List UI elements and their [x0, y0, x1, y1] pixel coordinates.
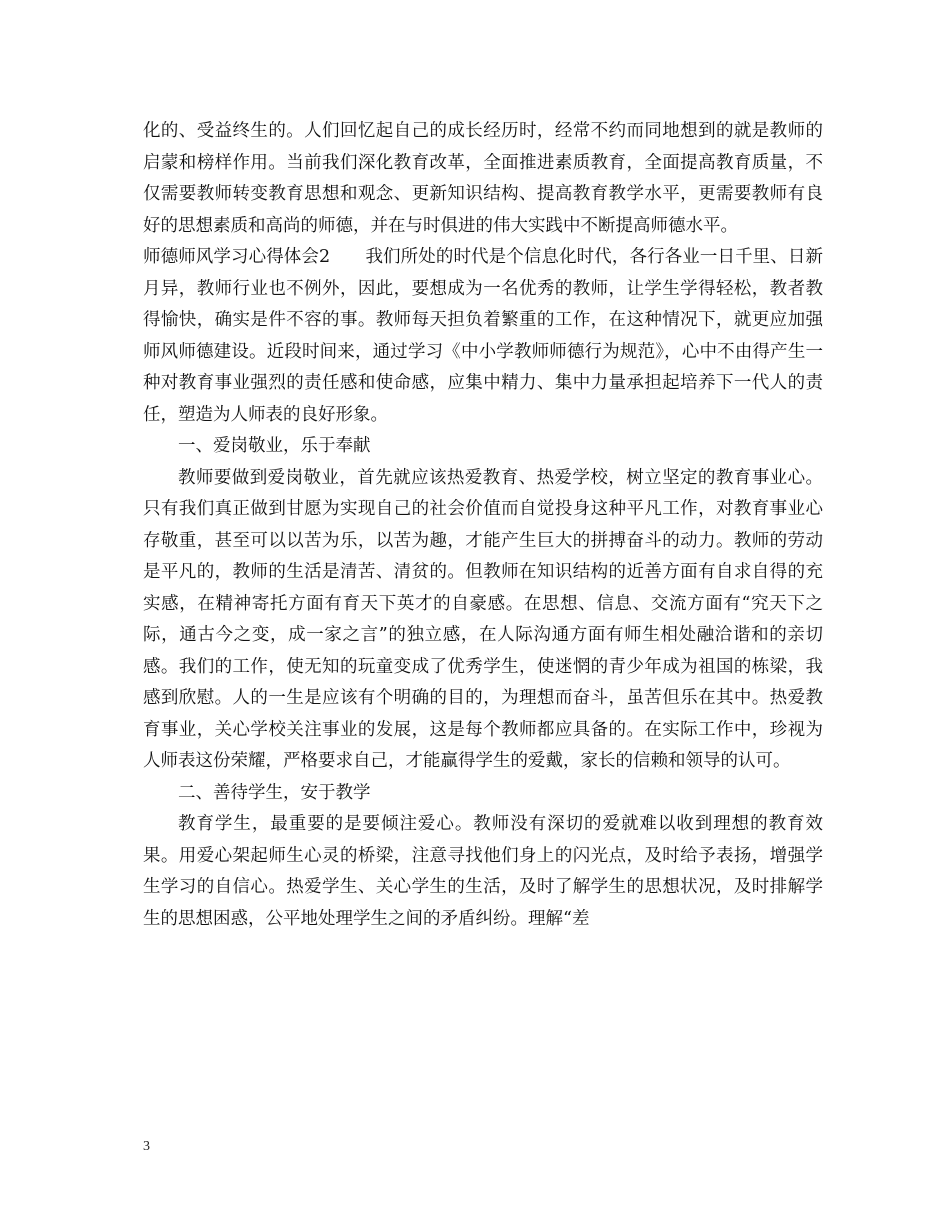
paragraph-continuation: 化的、受益终生的。人们回忆起自己的成长经历时，经常不约而同地想到的就是教师的启蒙和榜样作用。当前我们深化教育改革，全面推进素质教育，全面提高教育质量，不仅需要教师转变教育思想和观念、更新知识结构、提高教育教学水平，更需要教师有良好的思想素质和高尚的师德，并在与时俱进的伟大实践中不断提高师德水平。: [143, 121, 823, 236]
document-body: [143, 116, 823, 935]
paragraph-essay-intro: 师德师风学习心得体会2 我们所处的时代是个信息化时代，各行各业一日千里、日新月异，教师行业也不例外，因此，要想成为一名优秀的教师，让学生学得轻松，教者教得愉快，确实是件不容的事。教师每天担负着繁重的工作，在这种情况下，就更应加强师风师德建设。近段时间来，通过学习《中小学教师师德行为规范》，心中不由得产生一种对教育事业强烈的责任感和使命感，应集中精力、集中力量承担起培养下一代人的责任，塑造为人师表的良好形象。: [143, 247, 823, 425]
section-heading-2: 二、善待学生，安于教学: [178, 782, 371, 803]
section-heading-1: 一、爱岗敬业，乐于奉献: [178, 436, 371, 456]
paragraph-section-1: 教师要做到爱岗敬业，首先就应该热爱教育、热爱学校，树立坚定的教育事业心。只有我们真正做到甘愿为实现自己的社会价值而自觉投身这种平凡工作，对教育事业心存敬重，甚至可以以苦为乐，以苦为趣，才能产生巨大的拼搏奋斗的动力。教师的劳动是平凡的，教师的生活是清苦、清贫的。但教师在知识结构的近善方面有自求自得的充实感，在精神寄托方面有育天下英才的自豪感。在思想、信息、交流方面有“究天下之际，通古今之变，成一家之言”的独立感，在人际沟通方面有师生相处融洽谐和的亲切感。我们的工作，使无知的玩童变成了优秀学生，使迷惘的青少年成为祖国的栋梁，我感到欣慰。人的一生是应该有个明确的目的，为理想而奋斗，虽苦但乐在其中。热爱教育事业，关心学校关注事业的发展，这是每个教师都应具备的。在实际工作中，珍视为人师表这份荣耀，严格要求自己，才能赢得学生的爱戴，家长的信赖和领导的认可。: [143, 467, 823, 771]
page-number: 3: [143, 1139, 150, 1154]
paragraph-section-2: 教育学生，最重要的是要倾注爱心。教师没有深切的爱就难以收到理想的教育效果。用爱心架起师生心灵的桥梁，注意寻找他们身上的闪光点，及时给予表扬，增强学生学习的自信心。热爱学生、关心学生的生活，及时了解学生的思想状况，及时排解学生的思想困惑，公平地处理学生之间的矛盾纠纷。理解“差: [143, 814, 823, 929]
